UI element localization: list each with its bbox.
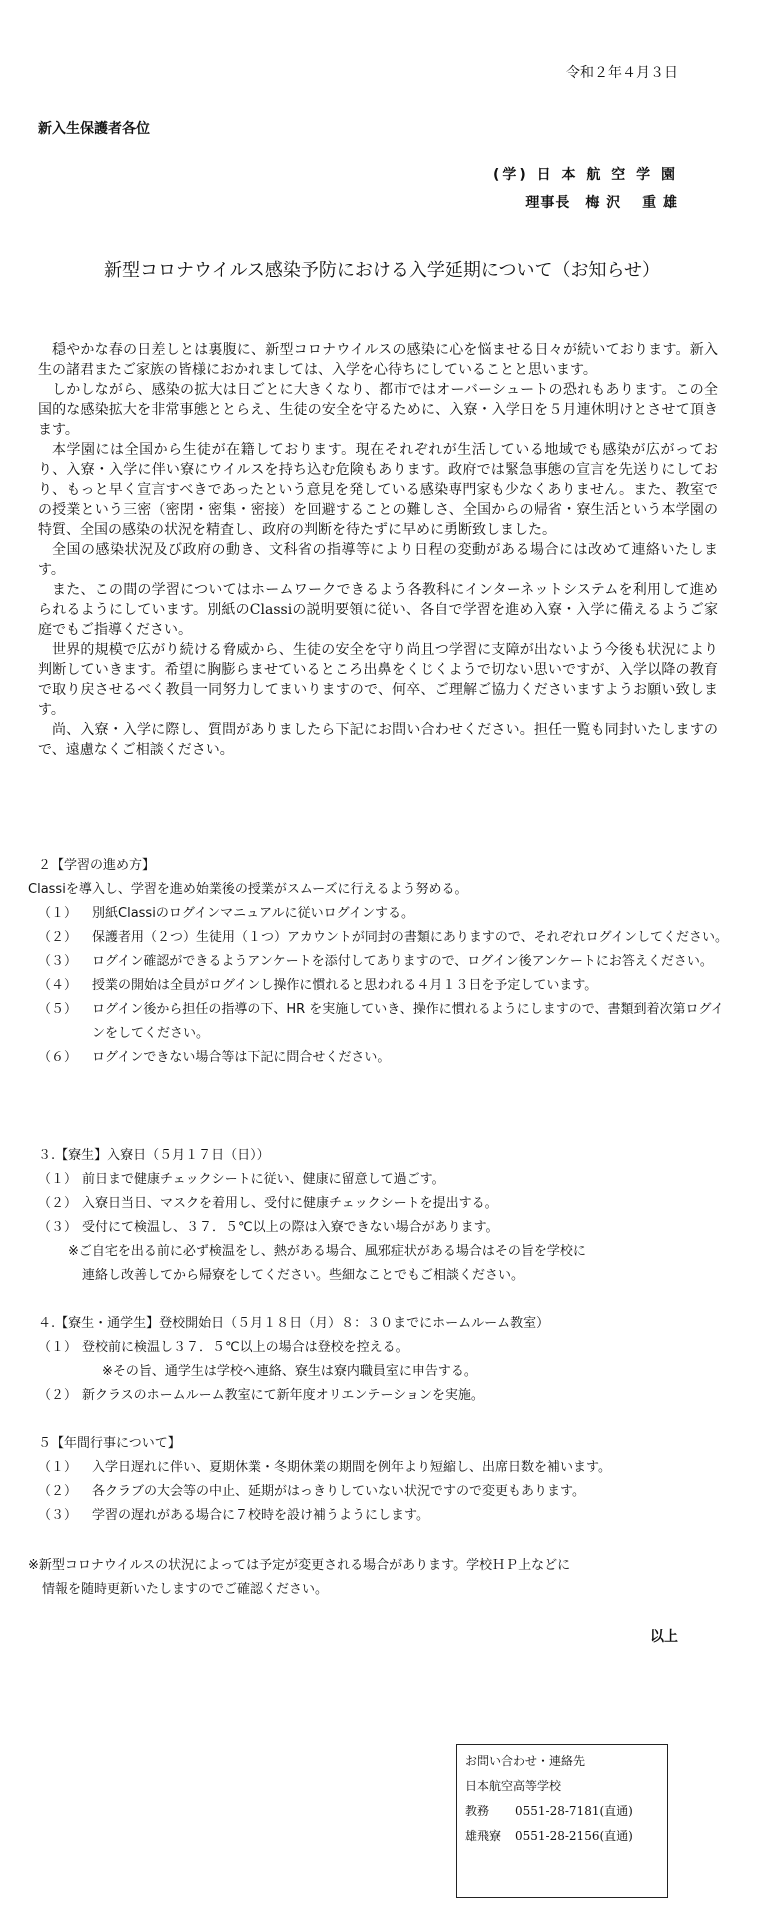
section-heading: ４.【寮生・通学生】登校開始日（５月１８日（月）８：３０までにホームルーム教室） xyxy=(38,1316,550,1331)
closing-mark: 以上 xyxy=(650,1629,678,1645)
item-text: ログインできない場合等は下記に問合せください。 xyxy=(92,1050,391,1065)
section-heading: ５【年間行事について】 xyxy=(38,1436,181,1451)
contact-label: 雄飛寮 xyxy=(465,1829,502,1843)
chairman-name: 理事長 梅 沢 重 雄 xyxy=(525,195,678,211)
document-title: 新型コロナウイルス感染予防における入学延期について（お知らせ） xyxy=(103,260,661,281)
item-text: ログイン確認ができるようアンケートを添付してありますので、ログイン後アンケートにお答えください。 xyxy=(92,954,713,969)
list-item xyxy=(38,1504,728,1528)
contact-box xyxy=(456,1744,668,1898)
item-number: （５） xyxy=(38,1002,78,1017)
item-number: （２） xyxy=(38,1388,78,1403)
list-item xyxy=(38,926,728,950)
list-item xyxy=(38,998,728,1046)
body-paragraph: 尚、入寮・入学に際し、質問がありましたら下記にお問い合わせください。担任一覧も同封いたしますので、遠慮なくご相談ください。 xyxy=(38,722,718,758)
item-number: （３） xyxy=(38,954,78,969)
contact-phone: 0551-28-7181(直通) xyxy=(515,1804,633,1818)
final-note-line: 情報を随時更新いたしますのでご確認ください。 xyxy=(42,1582,329,1597)
list-item xyxy=(38,1216,728,1240)
section-note: ※その旨、通学生は学校へ連絡、寮生は寮内職員室に申告する。 xyxy=(102,1364,477,1379)
item-number: （４） xyxy=(38,978,78,993)
item-number: （３） xyxy=(38,1508,78,1523)
item-number: （６） xyxy=(38,1050,78,1065)
organization-name: (学) 日 本 航 空 学 園 xyxy=(492,167,678,183)
item-text: 入寮日当日、マスクを着用し、受付に健康チェックシートを提出する。 xyxy=(82,1196,498,1211)
body-paragraph: しかしながら、感染の拡大は日ごとに大きくなり、都市ではオーバーシュートの恐れもあります。この全国的な感染拡大を非常事態ととらえ、生徒の安全を守るために、入寮・入学日を５月連休明けとさせて頂きます。 xyxy=(38,382,718,438)
section-lead: Classiを導入し、学習を進め始業後の授業がスムーズに行えるよう努める。 xyxy=(28,882,468,897)
item-text: 授業の開始は全員がログインし操作に慣れると思われる４月１３日を予定しています。 xyxy=(92,978,598,993)
list-item xyxy=(38,1384,728,1408)
list-item xyxy=(38,1456,728,1480)
contact-row xyxy=(465,1799,659,1824)
document-date: 令和２年４月３日 xyxy=(566,65,678,81)
list-item xyxy=(38,950,728,974)
item-text: 学習の遅れがある場合に７校時を設け補うようにします。 xyxy=(92,1508,429,1523)
section-school-start xyxy=(38,1312,728,1408)
item-text: ログイン後から担任の指導の下、HR を実施していき、操作に慣れるようにしますので、書類到着次第ログインをしてください。 xyxy=(92,1002,724,1041)
contact-heading: お問い合わせ・連絡先 xyxy=(465,1754,586,1768)
list-item xyxy=(38,1168,728,1192)
item-number: （１） xyxy=(38,1460,78,1475)
section-learning xyxy=(28,854,728,1070)
item-number: （１） xyxy=(38,1340,78,1355)
section-heading: ２【学習の進め方】 xyxy=(38,858,156,873)
addressee: 新入生保護者各位 xyxy=(38,121,150,137)
section-annual-events xyxy=(38,1432,728,1528)
list-item xyxy=(38,902,728,926)
body-paragraph: 世界的規模で広がり続ける脅威から、生徒の安全を守り尚且つ学習に支障が出ないよう今後も状況により判断していきます。希望に胸膨らませているところ出鼻をくじくようで切ない思いですが、入学以降の教育で取り戻させるべく教員一同努力してまいりますので、何卒、ご理解ご協力くださいますようお願い致します。 xyxy=(38,642,718,718)
body-paragraph: 穏やかな春の日差しとは裏腹に、新型コロナウイルスの感染に心を悩ませる日々が続いております。新入生の諸君またご家族の皆様におかれましては、入学を心待ちにしていることと思います。 xyxy=(38,342,718,378)
item-number: （３） xyxy=(38,1220,78,1235)
section-note: ※ご自宅を出る前に必ず検温をし、熱がある場合、風邪症状がある場合はその旨を学校に xyxy=(68,1244,586,1259)
item-text: 新クラスのホームルーム教室にて新年度オリエンテーションを実施。 xyxy=(82,1388,484,1403)
item-number: （２） xyxy=(38,930,78,945)
body-paragraph: また、この間の学習についてはホームワークできるよう各教科にインターネットシステムを利用して進められるようにしています。別紙のClassiの説明要領に従い、各自で学習を進め入寮・入学に備えるようご家庭でもご指導ください。 xyxy=(38,582,718,638)
contact-row xyxy=(465,1824,659,1849)
letter-body xyxy=(38,340,718,760)
item-text: 各クラブの大会等の中止、延期がはっきりしていない状況ですので変更もあります。 xyxy=(92,1484,585,1499)
body-paragraph: 全国の感染状況及び政府の動き、文科省の指導等により日程の変動がある場合には改めて連絡いたします。 xyxy=(38,542,718,578)
list-item xyxy=(38,1336,728,1360)
final-note xyxy=(28,1554,708,1602)
list-item xyxy=(38,1192,728,1216)
list-item xyxy=(38,1480,728,1504)
item-text: 入学日遅れに伴い、夏期休業・冬期休業の期間を例年より短縮し、出席日数を補います。 xyxy=(92,1460,611,1475)
item-number: （１） xyxy=(38,906,78,921)
item-number: （１） xyxy=(38,1172,78,1187)
section-heading: ３.【寮生】入寮日（５月１７日（日）） xyxy=(38,1148,270,1163)
item-text: 別紙Classiのログインマニュアルに従いログインする。 xyxy=(92,906,414,921)
contact-school: 日本航空高等学校 xyxy=(465,1779,562,1793)
section-dorm-entry xyxy=(38,1144,728,1288)
list-item xyxy=(38,974,728,998)
item-text: 登校前に検温し３７．５℃以上の場合は登校を控える。 xyxy=(82,1340,409,1355)
item-text: 保護者用（２つ）生徒用（１つ）アカウントが同封の書類にありますので、それぞれログインしてください。 xyxy=(92,930,728,945)
list-item xyxy=(38,1046,728,1070)
item-text: 受付にて検温し、３７．５℃以上の際は入寮できない場合があります。 xyxy=(82,1220,499,1235)
item-number: （２） xyxy=(38,1484,78,1499)
body-paragraph: 本学園には全国から生徒が在籍しております。現在それぞれが生活している地域でも感染が広がっており、入寮・入学に伴い寮にウイルスを持ち込む危険もあります。政府では緊急事態の宣言を先送りにしており、もっと早く宣言すべきであったという意見を発している感染専門家も少なくありません。また、教室での授業という三密（密閉・密集・密接）を回避することの難しさ、全国からの帰省・寮生活という本学園の特質、全国の感染の状況を精査し、政府の判断を待たずに早めに勇断致しました。 xyxy=(38,442,718,538)
final-note-line: ※新型コロナウイルスの状況によっては予定が変更される場合があります。学校ＨＰ上などに xyxy=(28,1558,571,1573)
contact-phone: 0551-28-2156(直通) xyxy=(515,1829,633,1843)
contact-label: 教務 xyxy=(465,1804,490,1818)
item-text: 前日まで健康チェックシートに従い、健康に留意して過ごす。 xyxy=(82,1172,445,1187)
item-number: （２） xyxy=(38,1196,78,1211)
section-note: 連絡し改善してから帰寮をしてください。些細なことでもご相談ください。 xyxy=(82,1268,525,1283)
